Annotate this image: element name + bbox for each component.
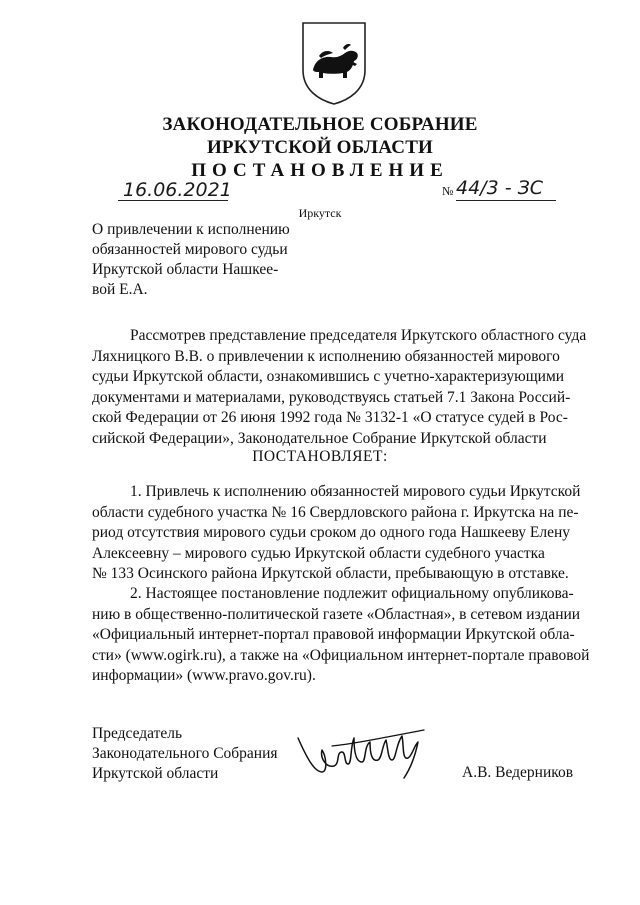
signatory-title: [92, 724, 278, 784]
city: Иркутск: [298, 206, 342, 220]
paragraph-line: 2. Настоящее постановление подлежит официальному опубликова-: [130, 585, 574, 602]
document-number: 44/3 - ЗС: [456, 177, 544, 199]
subject-line: вой Е.А.: [92, 281, 148, 298]
number-label: №: [442, 184, 454, 198]
region-title: ИРКУТСКОЙ ОБЛАСТИ: [206, 137, 434, 158]
paragraph-line: «Официальный интернет-портал правовой информации Иркутской обла-: [92, 626, 575, 643]
paragraph-line: судьи Иркутской области, ознакомившись с учетно-характеризующими: [92, 368, 565, 385]
paragraph-line: № 133 Осинского района Иркутской области, пребывающую в отставке.: [92, 565, 569, 582]
assembly-title: ЗАКОНОДАТЕЛЬНОЕ СОБРАНИЕ: [162, 114, 478, 135]
paragraph-line: Рассмотрев представление председателя Иркутского областного суда: [130, 327, 587, 344]
document-date: 16.06.2021: [123, 179, 232, 201]
paragraph-line: сийской Федерации», Законодательное Собрание Иркутской области: [92, 429, 547, 447]
paragraph-line: нию в общественно-политической газете «Областная», в сетевом издании: [92, 605, 581, 623]
paragraph-line: Ляхницкого В.В. о привлечении к исполнению обязанностей мирового: [92, 347, 560, 365]
decree-heading: ПОСТАНОВЛЯЕТ:: [252, 448, 388, 465]
signatory-title-line: Законодательного Собрания: [92, 745, 278, 762]
item-1-paragraph: [92, 482, 580, 585]
coat-of-arms-icon: [299, 20, 369, 106]
signatory-title-line: Иркутской области: [92, 765, 219, 782]
paragraph-line: риод отсутствия мирового судьи сроком до одного года Нашкееву Елену: [92, 524, 570, 541]
date-underline: [118, 200, 228, 201]
signature-icon: [292, 716, 432, 786]
subject-line: О привлечении к исполнению: [92, 221, 290, 238]
paragraph-line: Алексеевну – мирового судью Иркутской области судебного участка: [92, 544, 545, 562]
paragraph-line: 1. Привлечь к исполнению обязанностей мирового судьи Иркутской: [130, 483, 581, 500]
subject-line: обязанностей мирового судьи: [92, 241, 288, 258]
document-subject: [92, 220, 292, 300]
number-underline: [456, 200, 556, 201]
paragraph-line: области судебного участка № 16 Свердловского района г. Иркутска на пе-: [92, 503, 579, 521]
paragraph-line: информации» (www.pravo.gov.ru).: [92, 667, 316, 684]
paragraph-line: сти» (www.ogirk.ru), а также на «Официальном интернет-портале правовой: [92, 646, 590, 664]
paragraph-line: ской Федерации от 26 июня 1992 года № 3132-1 «О статусе судей в Рос-: [92, 409, 568, 426]
paragraph-line: документами и материалами, руководствуясь статьей 7.1 Закона Россий-: [92, 388, 571, 406]
signatory-name: А.В. Ведерников: [462, 764, 574, 781]
signatory-title-line: Председатель: [92, 725, 183, 742]
item-2-paragraph: [92, 584, 590, 687]
document-type: ПОСТАНОВЛЕНИЕ: [191, 160, 449, 181]
subject-line: Иркутской области Нашкее-: [92, 261, 279, 278]
preamble-paragraph: [92, 326, 587, 449]
